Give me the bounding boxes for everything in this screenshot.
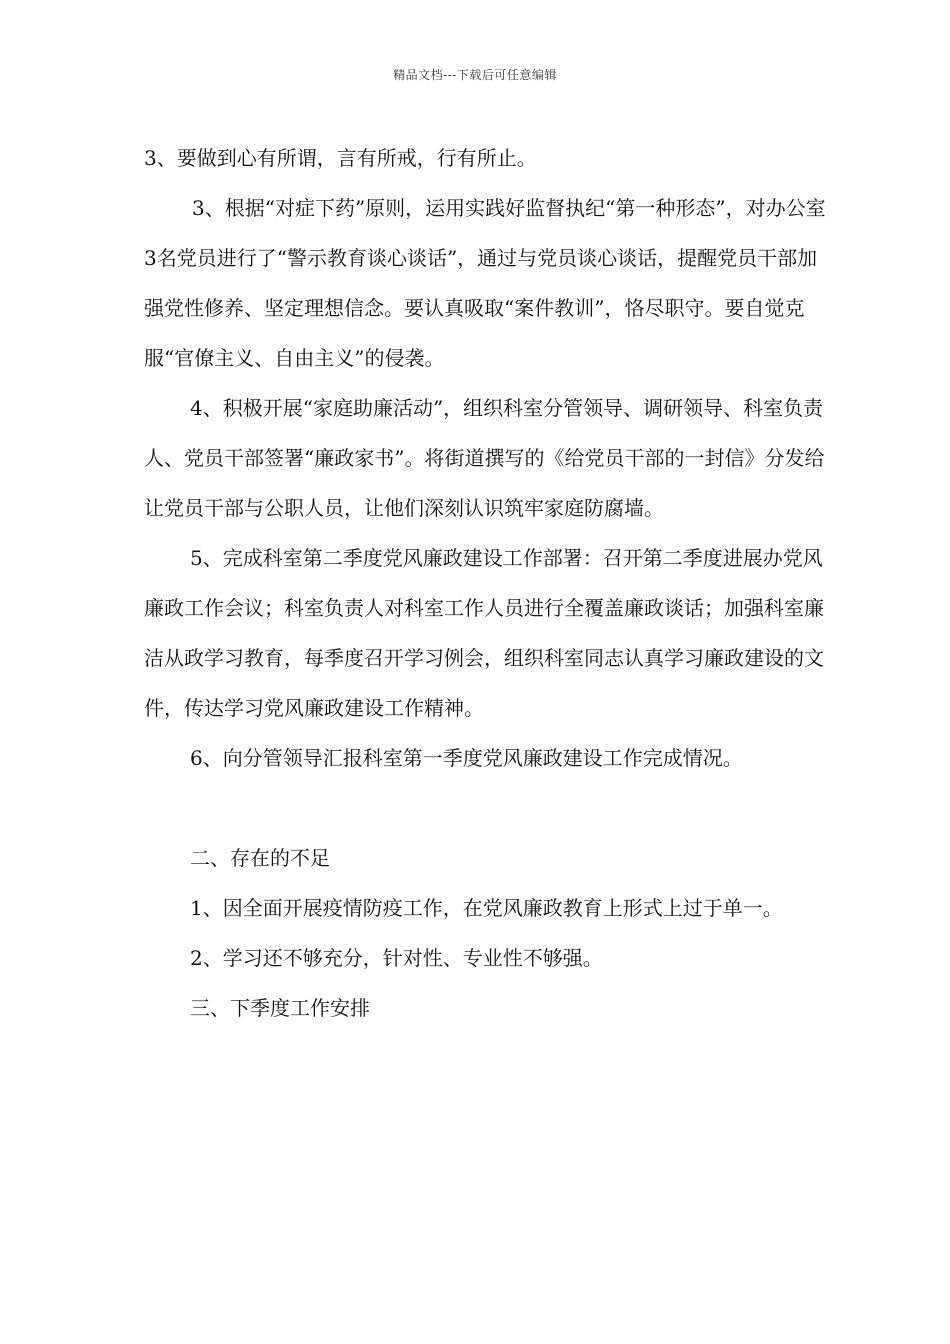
shortcoming-item-2: 2、学习还不够充分，针对性、专业性不够强。 — [190, 946, 603, 970]
section-heading-shortcomings: 二、存在的不足 — [190, 846, 330, 870]
page-header: 精品文档---下载后可任意编辑 — [393, 68, 557, 82]
paragraph-item-5: 5、完成科室第二季度党风廉政建设工作部署：召开第二季度进展办党风廉政工作会议；科室负责人对科室工作人员进行全覆盖廉政谈话；加强科室廉洁从政学习教育，每季度召开学习例会，组织科室同志认真学习廉政建设的文件，传达学习党风廉政建设工作精神。 — [144, 546, 824, 720]
section-spacer — [144, 783, 834, 833]
document-body — [144, 133, 834, 1033]
paragraph-item-4: 4、积极开展“家庭助廉活动”，组织科室分管领导、调研领导、科室负责人、党员干部签署“廉政家书”。将街道撰写的《给党员干部的一封信》分发给让党员干部与公职人员，让他们深刻认识筑牢家庭防腐墙。 — [144, 396, 825, 520]
section-heading-next-quarter: 三、下季度工作安排 — [190, 996, 370, 1020]
paragraph-item-6: 6、向分管领导汇报科室第一季度党风廉政建设工作完成情况。 — [190, 746, 743, 770]
paragraph-item-3: 3、根据“对症下药”原则，运用实践好监督执纪“第一种形态”，对办公室3名党员进行了“警示教育谈心谈话”，通过与党员谈心谈话，提醒党员干部加强党性修养、坚定理想信念。要认真吸取“案件教训”，恪尽职守。要自觉克服“官僚主义、自由主义”的侵袭。 — [144, 196, 826, 370]
paragraph-item-3-intro: 3、要做到心有所谓，言有所戒，行有所止。 — [144, 146, 537, 170]
shortcoming-item-1: 1、因全面开展疫情防疫工作，在党风廉政教育上形式上过于单一。 — [190, 896, 783, 920]
